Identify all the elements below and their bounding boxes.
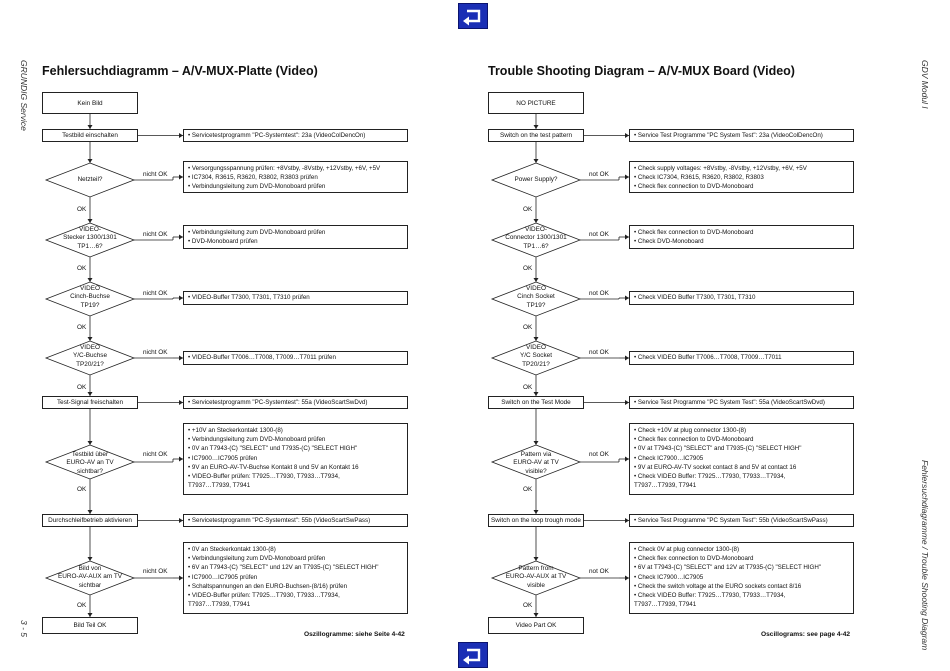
margin-page-number: 3 - 5: [19, 620, 29, 638]
not-ok-label: nicht OK: [143, 290, 168, 297]
arrowhead: [534, 557, 539, 561]
not-ok-label: nicht OK: [143, 349, 168, 356]
action-box-1: Testbild einschalten: [42, 129, 138, 142]
action-note-3: • Servicetestprogramm "PC-Systemtest": 55b (VideoScartSwPass): [183, 514, 408, 527]
arrowhead: [534, 219, 539, 223]
action-box-1: Switch on the test pattern: [488, 129, 584, 142]
start-box: Kein Bild: [42, 92, 138, 114]
action-box-2: Switch on the Test Mode: [488, 396, 584, 409]
action-note-2: • Servicetestprogramm "PC-Systemtest": 55a (VideoScartSwDvd): [183, 396, 408, 409]
arrowhead: [88, 441, 93, 445]
arrowhead: [88, 219, 93, 223]
ok-label: OK: [523, 324, 533, 331]
ok-label: OK: [523, 265, 533, 272]
arrowhead: [534, 441, 539, 445]
action-note-1: • Servicetestprogramm "PC-Systemtest": 23a (VideoColDencOn): [183, 129, 408, 142]
end-box: Bild Teil OK: [42, 617, 138, 634]
decision-text: VIDEO Y/C Socket TP20/21?: [520, 344, 552, 368]
not-ok-label: not OK: [589, 290, 609, 297]
decision-text: VIDEO- Connector 1300/1301 TP1…6?: [505, 226, 567, 250]
start-box: NO PICTURE: [488, 92, 584, 114]
ok-label: OK: [523, 384, 533, 391]
action-note-3: • Service Test Programme "PC System Test": 55b (VideoScartSwPass): [629, 514, 854, 527]
ok-label: OK: [523, 486, 533, 493]
check-box-5: • Check +10V at plug connector 1300-(8) • Check flex connection to DVD-Monoboard • 0V at T7943-(C) "SELECT" and T7935-(C) "SELECT HIGH" • Check IC7900…IC7905 • 9V at EURO-AV-TV socket contact 8 and 5V at contact 16 • Check VIDEO Buffer: T7925…T7930, T7933…T7934, T7937…T7939, T7941: [629, 423, 854, 495]
decision-text: Pattern from EURO-AV-AUX at TV visible: [505, 565, 567, 589]
ok-label: OK: [77, 384, 87, 391]
ok-label: OK: [77, 486, 87, 493]
end-box: Video Part OK: [488, 617, 584, 634]
check-box-6: • 0V an Steckerkontakt 1300-(8) • Verbindungsleitung zum DVD-Monoboard prüfen • 6V an T7943-(C) "SELECT" und 12V an T7935-(C) "SELECT HIGH" • IC7900…IC7905 prüfen • Schaltspannungen an den EURO-Buchsen-(8/16) prüfen • VIDEO-Buffer prüfen: T7925…T7930, T7933…T7934, T7937…T7939, T7941: [183, 542, 408, 614]
decision-text: Netzteil?: [77, 176, 103, 183]
ok-label: OK: [523, 206, 533, 213]
not-ok-label: not OK: [589, 231, 609, 238]
not-ok-label: nicht OK: [143, 171, 168, 178]
margin-section: Fehlersuchdiagramme / Trouble Shooting Diagram: [920, 460, 930, 651]
check-box-4: • VIDEO-Buffer T7006…T7008, T7009…T7011 prüfen: [183, 351, 408, 365]
not-ok-label: not OK: [589, 349, 609, 356]
check-box-1: • Check supply voltages: +8Vstby, -8Vstby, +12Vstby, +6V, +5V • Check IC7304, R3615, R3620, R3802, R3803 • Check flex connection to DVD-Monoboard: [629, 161, 854, 193]
ok-label: OK: [77, 324, 87, 331]
not-ok-label: not OK: [589, 171, 609, 178]
not-ok-label: not OK: [589, 451, 609, 458]
margin-module: GDV Modul I: [920, 60, 930, 109]
arrowhead: [88, 159, 93, 163]
decision-text: VIDEO Cinch-Buchse TP19?: [70, 285, 110, 309]
check-box-6: • Check 0V at plug connector 1300-(8) • Check flex connection to DVD-Monoboard • 6V at T7943-(C) "SELECT" and 12V at T7935-(C) "SELECT HIGH" • Check IC7900…IC7905 • Check the switch voltage at the EURO sockets contact 8/16 • Check VIDEO Buffer: T7925…T7930, T7933…T7934, T7937…T7939, T7941: [629, 542, 854, 614]
not-ok-label: nicht OK: [143, 568, 168, 575]
decision-text: VIDEO Cinch Socket TP19?: [517, 285, 555, 309]
arrowhead: [534, 159, 539, 163]
action-box-2: Test-Signal freischalten: [42, 396, 138, 409]
not-ok-label: nicht OK: [143, 451, 168, 458]
action-note-2: • Service Test Programme "PC System Test": 55a (VideoScartSwDvd): [629, 396, 854, 409]
check-box-5: • +10V an Steckerkontakt 1300-(8) • Verbindungsleitung zum DVD-Monoboard prüfen • 0V an T7943-(C) "SELECT" und T7935-(C) "SELECT HIGH" • IC7900…IC7905 prüfen • 9V an EURO-AV-TV-Buchse Kontakt 8 und 5V an Kontakt 16 • VIDEO-Buffer prüfen: T7925…T7930, T7933…T7934, T7937…T7939, T7941: [183, 423, 408, 495]
not-ok-label: not OK: [589, 568, 609, 575]
ok-label: OK: [77, 265, 87, 272]
action-box-3: Switch on the loop trough mode: [488, 514, 584, 527]
check-box-1: • Versorgungsspannung prüfen: +8Vstby, -8Vstby, +12Vstby, +6V, +5V • IC7304, R3615, R3620, R3802, R3803 prüfen • Verbindungsleitung zum DVD-Monoboard prüfen: [183, 161, 408, 193]
arrowhead: [88, 278, 93, 282]
arrowhead: [534, 278, 539, 282]
arrowhead: [534, 337, 539, 341]
check-box-3: • Check VIDEO Buffer T7300, T7301, T7310: [629, 291, 854, 305]
footnote-de: Oszillogramme: siehe Seite 4-42: [304, 631, 405, 638]
footnote-en: Oscillograms: see page 4-42: [761, 631, 851, 638]
action-box-3: Durchschleifbetrieb aktivieren: [42, 514, 138, 527]
decision-text: Bild von EURO-AV-AUX am TV sichtbar: [57, 565, 123, 589]
action-note-1: • Service Test Programme "PC System Test": 23a (VideoColDencOn): [629, 129, 854, 142]
decision-text: VIDEO- Stecker 1300/1301 TP1…6?: [63, 226, 117, 250]
page-title-en: Trouble Shooting Diagram – A/V-MUX Board (Video): [488, 64, 795, 78]
check-box-2: • Check flex connection to DVD-Monoboard • Check DVD-Monoboard: [629, 225, 854, 249]
page-title-de: Fehlersuchdiagramm – A/V-MUX-Platte (Video): [42, 64, 318, 78]
decision-text: Power Supply?: [514, 176, 558, 183]
decision-text: Pattern via EURO-AV at TV visible?: [513, 451, 559, 475]
decision-text: VIDEO Y/C-Buchse TP20/21?: [72, 344, 108, 368]
check-box-2: • Verbindungsleitung zum DVD-Monoboard prüfen • DVD-Monoboard prüfen: [183, 225, 408, 249]
ok-label: OK: [77, 206, 87, 213]
ok-label: OK: [523, 602, 533, 609]
ok-label: OK: [77, 602, 87, 609]
margin-brand: GRUNDIG Service: [19, 60, 29, 131]
check-box-4: • Check VIDEO Buffer T7006…T7008, T7009…T7011: [629, 351, 854, 365]
arrowhead: [88, 557, 93, 561]
decision-text: Testbild über EURO-AV an TV sichtbar?: [66, 451, 114, 475]
arrowhead: [88, 337, 93, 341]
check-box-3: • VIDEO-Buffer T7300, T7301, T7310 prüfen: [183, 291, 408, 305]
not-ok-label: nicht OK: [143, 231, 168, 238]
